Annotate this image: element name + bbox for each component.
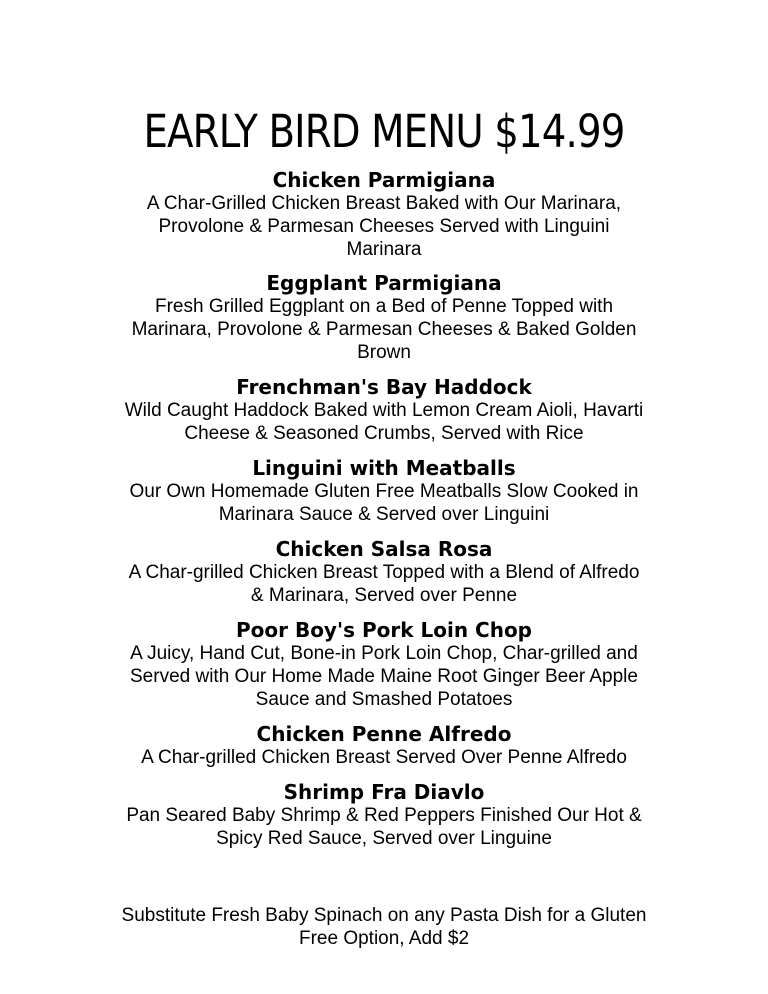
menu-item-description	[0, 192, 768, 261]
menu-item-name: Shrimp Fra Diavlo	[283, 780, 485, 804]
menu-item-description-line: Marinara, Provolone & Parmesan Cheeses & Baked Golden	[131, 319, 637, 340]
menu-item	[0, 168, 768, 261]
menu-item-description-line: Brown	[357, 342, 411, 363]
menu-item-name: Chicken Salsa Rosa	[275, 537, 493, 561]
menu-item-description-line: Wild Caught Haddock Baked with Lemon Cream Aioli, Havarti	[124, 400, 644, 421]
menu-item	[0, 722, 768, 769]
menu-item	[0, 537, 768, 607]
menu-item-description	[0, 642, 768, 711]
menu-item-description-line: Fresh Grilled Eggplant on a Bed of Penne Topped with	[154, 296, 614, 317]
menu-item-description-line: Marinara Sauce & Served over Linguini	[218, 504, 550, 525]
menu-title: EARLY BIRD MENU $14.99	[143, 105, 625, 158]
menu-item-name: Linguini with Meatballs	[252, 456, 516, 480]
menu-item-description-line: Our Own Homemade Gluten Free Meatballs Slow Cooked in	[129, 481, 639, 502]
menu-item	[0, 456, 768, 526]
menu-item-description-line: A Char-grilled Chicken Breast Topped with a Blend of Alfredo	[128, 562, 640, 583]
menu-item-description-line: A Char-grilled Chicken Breast Served Over Penne Alfredo	[141, 747, 627, 768]
menu-item-description	[0, 561, 768, 607]
menu-item	[0, 271, 768, 364]
menu-footer-line: Substitute Fresh Baby Spinach on any Pasta Dish for a Gluten	[121, 905, 647, 926]
menu-footer-line: Free Option, Add $2	[298, 928, 470, 949]
menu-footer-note	[0, 904, 768, 950]
menu-item-description	[0, 804, 768, 850]
menu-item-description-line: A Juicy, Hand Cut, Bone-in Pork Loin Chop, Char-grilled and	[130, 643, 638, 664]
menu-item-description	[0, 480, 768, 526]
menu-item-name: Poor Boy's Pork Loin Chop	[235, 618, 532, 642]
menu-item-description-line: Marinara	[346, 239, 422, 260]
menu-item	[0, 780, 768, 850]
menu-item-description-line: & Marinara, Served over Penne	[250, 585, 518, 606]
menu-item-description	[0, 746, 768, 769]
menu-item-name: Chicken Penne Alfredo	[256, 722, 512, 746]
menu-item-description	[0, 295, 768, 364]
menu-item-name: Chicken Parmigiana	[272, 168, 496, 192]
menu-item-description-line: Provolone & Parmesan Cheeses Served with Linguini	[158, 216, 610, 237]
menu-item-description-line: Spicy Red Sauce, Served over Linguine	[216, 828, 552, 849]
menu-item	[0, 375, 768, 445]
menu-item-description-line: Sauce and Smashed Potatoes	[255, 689, 513, 710]
menu-item-description-line: Served with Our Home Made Maine Root Ginger Beer Apple	[130, 666, 638, 687]
watermark	[530, 878, 535, 894]
menu-item-description-line: A Char-Grilled Chicken Breast Baked with Our Marinara,	[146, 193, 622, 214]
menu-item-description-line: Pan Seared Baby Shrimp & Red Peppers Finished Our Hot &	[126, 805, 642, 826]
menu-item-name: Eggplant Parmigiana	[266, 271, 502, 295]
menu-item-description-line: Cheese & Seasoned Crumbs, Served with Rice	[184, 423, 584, 444]
menu-item-description	[0, 399, 768, 445]
menu-item-name: Frenchman's Bay Haddock	[236, 375, 532, 399]
menu-item	[0, 618, 768, 711]
